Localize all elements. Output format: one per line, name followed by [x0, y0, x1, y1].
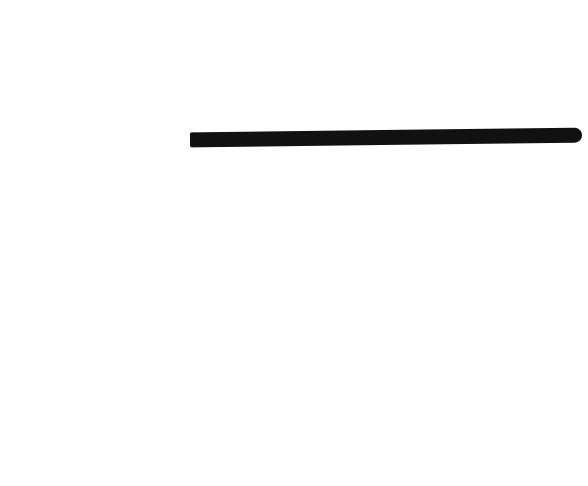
document-page — [0, 6, 588, 486]
redaction-bar — [190, 128, 582, 148]
section-heading — [4, 6, 584, 20]
